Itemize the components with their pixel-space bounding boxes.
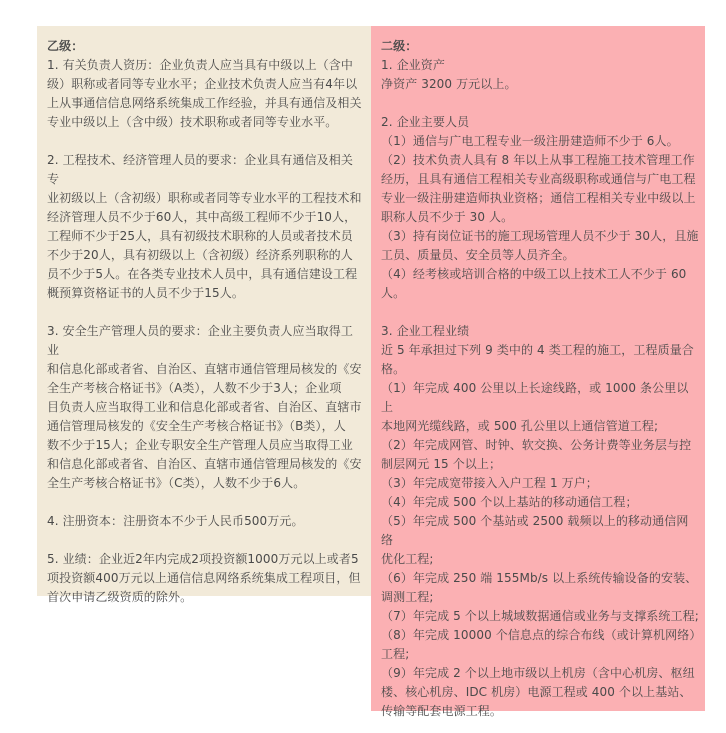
text-line: 工程; [381, 647, 410, 661]
paragraph [381, 322, 702, 721]
text-line: （2）年完成网管、时钟、软交换、公务计费等业务层与控 [381, 438, 692, 452]
text-line: 工程师不少于25人，具有初级技术职称的人员或者技术员 [47, 229, 353, 243]
text-line: （3）持有岗位证书的施工现场管理人员不少于 30人，且施 [381, 229, 699, 243]
text-line: 和信息化部或者省、自治区、直辖市通信管理局核发的《安 [47, 457, 362, 471]
left-column-heading: 乙级： [47, 39, 84, 53]
text-line: （4）年完成 500 个以上基站的移动通信工程； [381, 495, 638, 509]
text-line: （1）通信与广电工程专业一级注册建造师不少于 6人。 [381, 134, 679, 148]
text-line: 3. 安全生产管理人员的要求：企业主要负责人应当取得工业 [47, 324, 353, 357]
text-line: 上从事通信信息网络系统集成工作经验，并具有通信及相关 [47, 96, 362, 110]
left-column-panel [37, 26, 371, 604]
text-line: 和信息化部或者省、自治区、直辖市通信管理局核发的《安 [47, 362, 362, 376]
paragraph [47, 322, 362, 493]
text-line: （3）年完成宽带接入入户工程 1 万户； [381, 476, 598, 490]
paragraph [47, 56, 362, 132]
text-line: 数不少于15人；企业专职安全生产管理人员应当取得工业 [47, 438, 353, 452]
text-line: 优化工程; [381, 552, 434, 566]
text-line: 首次申请乙级资质的除外。 [47, 590, 193, 604]
text-line: （7）年完成 5 个以上城域数据通信或业务与支撑系统工程; [381, 609, 699, 623]
paragraph [47, 512, 362, 531]
text-line: 1. 有关负责人资历：企业负责人应当具有中级以上（含中 [47, 58, 353, 72]
text-line: （2）技术负责人具有 8 年以上从事工程施工技术管理工作 [381, 153, 695, 167]
text-line: 全生产考核合格证书》（A类），人数不少于3人；企业项 [47, 381, 342, 395]
paragraph [47, 550, 362, 607]
text-line: 格。 [381, 362, 406, 376]
paragraph [381, 113, 699, 303]
text-line: 2. 工程技术、经济管理人员的要求：企业具有通信及相关专 [47, 153, 353, 186]
text-line: 工员、质量员、安全员等人员齐全。 [381, 248, 575, 262]
text-line: 传输等配套电源工程。 [381, 704, 503, 718]
text-line: 2. 企业主要人员 [381, 115, 470, 129]
text-line: 调测工程; [381, 590, 434, 604]
text-line: 1. 企业资产 [381, 58, 445, 72]
right-column-heading: 二级： [381, 39, 418, 53]
paragraph [381, 56, 699, 94]
text-line: 业初级以上（含初级）职称或者同等专业水平的工程技术和 [47, 191, 362, 205]
paragraph [47, 151, 362, 303]
text-line: 近 5 年承担过下列 9 类中的 4 类工程的施工，工程质量合 [381, 343, 694, 357]
text-line: 不少于20人，具有初级以上（含初级）经济系列职称的人 [47, 248, 353, 262]
text-line: 通信管理局核发的《安全生产考核合格证书》（B类），人 [47, 419, 346, 433]
text-line: （5）年完成 500 个基站或 2500 载频以上的移动通信网络 [381, 514, 689, 547]
text-line: 3. 企业工程业绩 [381, 324, 470, 338]
text-line: 制层网元 15 个以上； [381, 457, 502, 471]
text-line: 5. 业绩：企业近2年内完成2项投资额1000万元以上或者5 [47, 552, 359, 566]
text-line: 专业中级以上（含中级）技术职称或者同等专业水平。 [47, 115, 338, 129]
text-line: 4. 注册资本：注册资本不少于人民币500万元。 [47, 514, 304, 528]
text-line: （6）年完成 250 端 155Mb/s 以上系统传输设备的安装、 [381, 571, 698, 585]
text-line: 职称人员不少于 30 人。 [381, 210, 514, 224]
right-column-panel [371, 26, 705, 718]
text-line: 本地网光缆线路，或 500 孔公里以上通信管道工程; [381, 419, 659, 433]
text-line: 项投资额400万元以上通信信息网络系统集成工程项目，但 [47, 571, 361, 585]
text-line: 经历，且具有通信工程相关专业高级职称或通信与广电工程 [381, 172, 696, 186]
text-line: 员不少于5人。在各类专业技术人员中，具有通信建设工程 [47, 267, 358, 281]
text-line: 级）职称或者同等专业水平；企业技术负责人应当有4年以 [47, 77, 358, 91]
text-line: 经济管理人员不少于60人，其中高级工程师不少于10人， [47, 210, 357, 224]
text-line: 人。 [381, 286, 406, 300]
text-line: （1）年完成 400 公里以上长途线路，或 1000 条公里以上 [381, 381, 689, 414]
text-line: （9）年完成 2 个以上地市级以上机房（含中心机房、枢纽 [381, 666, 695, 680]
right-column-content [381, 56, 702, 721]
text-line: （4）经考核或培训合格的中级工以上技术工人不少于 60 [381, 267, 687, 281]
text-line: 概预算资格证书的人员不少于15人。 [47, 286, 244, 300]
text-line: 楼、核心机房、IDC 机房）电源工程或 400 个以上基站、 [381, 685, 692, 699]
text-line: 全生产考核合格证书》（C类），人数不少于6人。 [47, 476, 306, 490]
text-line: 净资产 3200 万元以上。 [381, 77, 517, 91]
text-line: （8）年完成 10000 个信息点的综合布线（或计算机网络） [381, 628, 702, 642]
text-line: 目负责人应当取得工业和信息化部或者省、自治区、直辖市 [47, 400, 362, 414]
text-line: 专业一级注册建造师执业资格；通信工程相关专业中级以上 [381, 191, 696, 205]
left-column-content [47, 56, 362, 607]
